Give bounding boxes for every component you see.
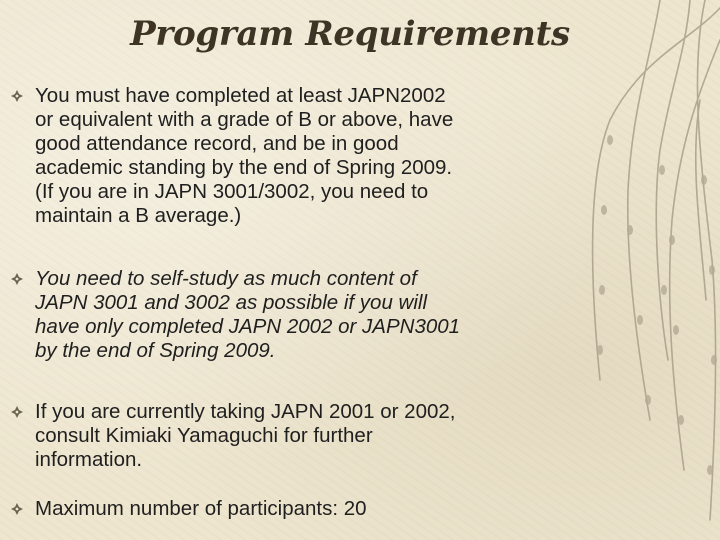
bullet-text: You need to self-study as much content of JAPN 3001 and 3002 as possible if you will have only completed JAPN 2002 or JAPN3001 by the end of Spring 2009. <box>35 267 461 362</box>
bullet-text: You must have completed at least JAPN2002 or equivalent with a grade of B or above, have good attendance record, and be in good academic standing by the end of Spring 2009. (If you are in JAPN 3001/3002, you need to maintain a B average.) <box>35 84 454 227</box>
bullet-text: Maximum number of participants: 20 <box>35 497 367 520</box>
bullet-text: If you are currently taking JAPN 2001 or 2002, consult Kimiaki Yamaguchi for further information. <box>35 400 456 471</box>
slide-title: Program Requirements <box>130 14 570 54</box>
flourish-bullet-icon <box>10 405 24 419</box>
flourish-bullet-icon <box>10 502 24 516</box>
flourish-bullet-icon <box>10 272 24 286</box>
flourish-bullet-icon <box>10 89 24 103</box>
